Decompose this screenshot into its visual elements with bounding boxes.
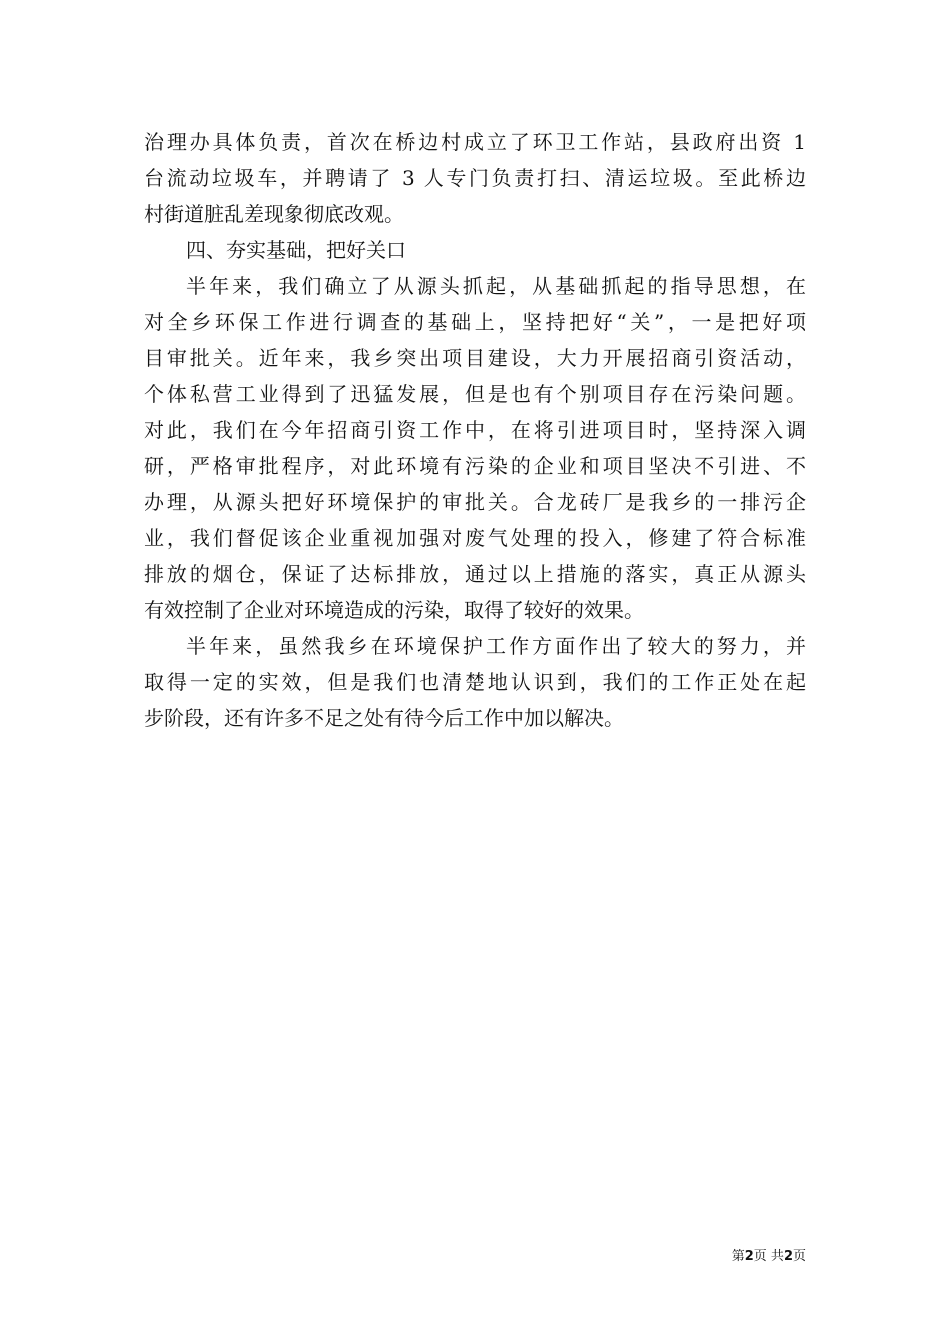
page-footer xyxy=(720,1248,806,1266)
body-text xyxy=(144,124,806,736)
text-line: 个体私营工业得到了迅猛发展，但是也有个别项目存在污染问题。 xyxy=(144,382,806,406)
current-page-number: 2 xyxy=(744,1249,754,1264)
text-line: 排放的烟仓，保证了达标排放，通过以上措施的落实，真正从源头 xyxy=(144,562,806,586)
text-line: 取得一定的实效，但是我们也清楚地认识到，我们的工作正处在起 xyxy=(144,670,806,694)
text-line: 治理办具体负责，首次在桥边村成立了环卫工作站，县政府出资 1 xyxy=(144,130,806,154)
paragraph-first-line: 半年来，我们确立了从源头抓起，从基础抓起的指导思想，在 xyxy=(186,274,806,298)
text-line: 对全乡环保工作进行调查的基础上，坚持把好“关”，一是把好项 xyxy=(144,310,806,334)
footer-prefix: 第 xyxy=(731,1249,745,1264)
text-line: 目审批关。近年来，我乡突出项目建设，大力开展招商引资活动， xyxy=(144,346,806,370)
paragraph-first-line: 半年来，虽然我乡在环境保护工作方面作出了较大的努力，并 xyxy=(186,634,806,658)
text-line: 步阶段，还有许多不足之处有待今后工作中加以解决。 xyxy=(144,706,624,730)
text-line: 台流动垃圾车，并聘请了 3 人专门负责打扫、清运垃圾。至此桥边 xyxy=(144,166,806,190)
text-line: 村街道脏乱差现象彻底改观。 xyxy=(144,202,404,226)
text-line: 研，严格审批程序，对此环境有污染的企业和项目坚决不引进、不 xyxy=(144,454,806,478)
footer-middle: 页 共 xyxy=(753,1249,784,1264)
section-heading: 四、夯实基础，把好关口 xyxy=(186,238,406,262)
text-line: 办理，从源头把好环境保护的审批关。合龙砖厂是我乡的一排污企 xyxy=(144,490,806,514)
total-page-number: 2 xyxy=(783,1249,793,1264)
text-line: 对此，我们在今年招商引资工作中，在将引进项目时，坚持深入调 xyxy=(144,418,806,442)
text-line: 有效控制了企业对环境造成的污染，取得了较好的效果。 xyxy=(144,598,644,622)
footer-suffix: 页 xyxy=(792,1249,806,1264)
text-line: 业，我们督促该企业重视加强对废气处理的投入，修建了符合标准 xyxy=(144,526,806,550)
